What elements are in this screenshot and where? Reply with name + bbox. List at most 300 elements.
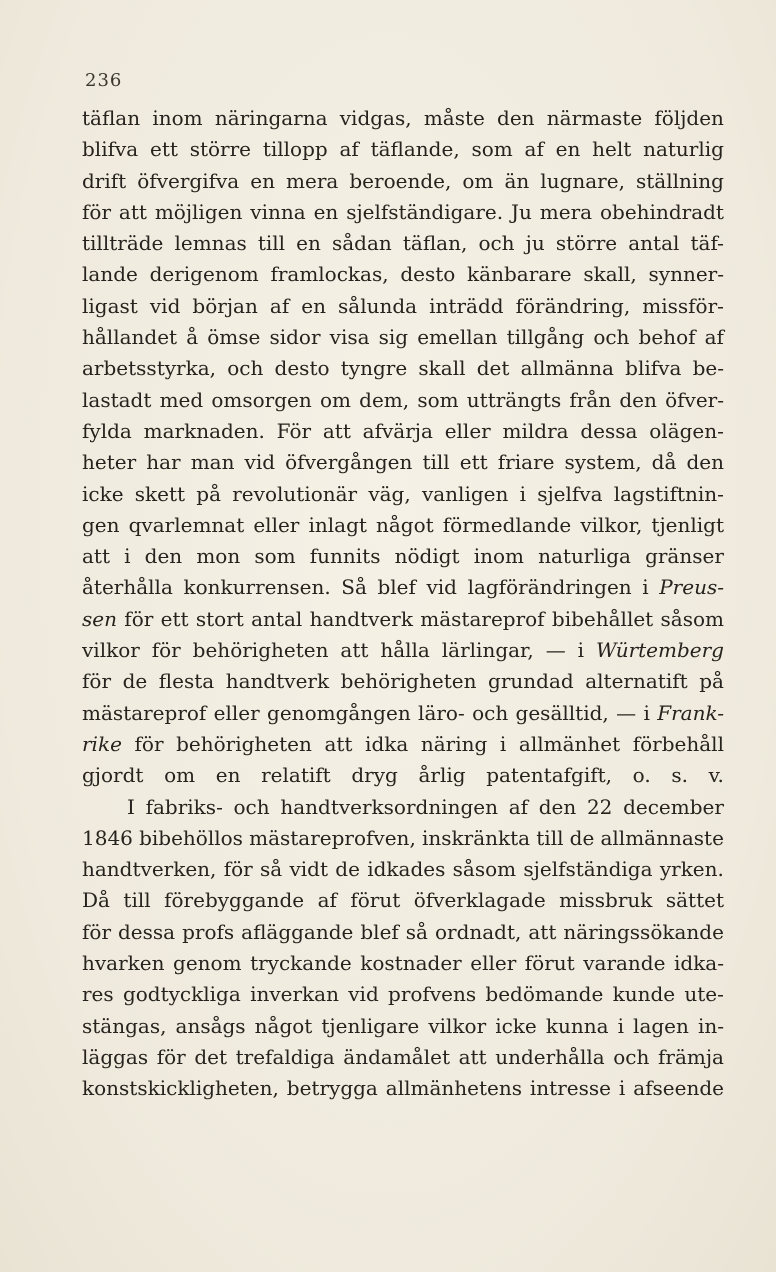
word: naturlig bbox=[643, 137, 724, 162]
word: behörigheten bbox=[176, 731, 312, 756]
word: vid bbox=[426, 575, 457, 600]
text-line bbox=[82, 1042, 724, 1073]
word: ligast bbox=[82, 293, 138, 318]
word: att bbox=[82, 544, 110, 569]
word: obehindradt bbox=[600, 199, 724, 224]
word: vilkor bbox=[82, 638, 140, 663]
word: vid bbox=[348, 982, 379, 1007]
word: större bbox=[189, 137, 252, 162]
word: för bbox=[223, 857, 253, 882]
word: funnits bbox=[309, 544, 381, 569]
word: behof bbox=[638, 325, 696, 350]
word: mera bbox=[539, 199, 593, 224]
word: täf- bbox=[690, 231, 724, 256]
word: och bbox=[613, 1044, 650, 1069]
word: inom bbox=[473, 544, 524, 569]
text-line bbox=[82, 604, 724, 635]
word: behörigheten bbox=[340, 669, 477, 694]
word: mon bbox=[196, 544, 241, 569]
text-line bbox=[82, 353, 724, 384]
word: inlagt bbox=[308, 512, 367, 537]
word: flesta bbox=[158, 669, 215, 694]
word: dessa bbox=[580, 418, 638, 443]
word: arbetsstyrka, bbox=[82, 356, 216, 381]
word: täflan bbox=[82, 106, 141, 130]
text-line bbox=[82, 103, 724, 134]
word: ett bbox=[459, 450, 488, 475]
word: idka- bbox=[673, 951, 724, 976]
word: betrygga bbox=[286, 1076, 378, 1101]
word: att bbox=[340, 638, 369, 663]
word: i bbox=[617, 1013, 624, 1038]
word: i bbox=[577, 638, 585, 663]
word: ändamålet bbox=[343, 1044, 450, 1069]
text-line bbox=[82, 823, 724, 854]
word: yrken. bbox=[659, 857, 724, 882]
word: eller bbox=[470, 951, 517, 976]
word: de bbox=[122, 669, 148, 694]
word: för bbox=[134, 731, 164, 756]
word: i bbox=[643, 700, 650, 725]
word: främja bbox=[657, 1044, 724, 1069]
word: å bbox=[186, 325, 199, 350]
word: vid bbox=[149, 293, 181, 318]
word: till bbox=[422, 450, 450, 475]
word: tillgång bbox=[506, 325, 585, 350]
word: af bbox=[704, 325, 724, 350]
word: möjligen bbox=[154, 199, 243, 224]
word: stängas, bbox=[82, 1013, 167, 1038]
word: vidgas, bbox=[339, 106, 412, 130]
word: mästareprof bbox=[82, 700, 207, 725]
word: man bbox=[190, 450, 235, 475]
word: ställning bbox=[635, 168, 724, 193]
word: ute- bbox=[684, 982, 724, 1007]
text-line bbox=[82, 885, 724, 916]
word: antal bbox=[251, 606, 303, 631]
word: icke bbox=[82, 481, 124, 506]
word: lagen bbox=[633, 1013, 689, 1038]
word: och bbox=[472, 700, 509, 725]
word: hållandet bbox=[82, 325, 178, 350]
word: sättet bbox=[665, 888, 724, 913]
word: från bbox=[569, 387, 612, 412]
word: tillopp bbox=[262, 137, 328, 162]
text-line bbox=[82, 447, 724, 478]
word: inom bbox=[152, 106, 203, 130]
word: det bbox=[476, 356, 510, 381]
word: förut bbox=[350, 888, 401, 913]
word: eller bbox=[444, 418, 491, 443]
text-line bbox=[82, 259, 724, 290]
word: lagförändringen bbox=[467, 575, 632, 600]
text-line bbox=[82, 416, 724, 447]
word: tjenligare bbox=[321, 1013, 420, 1038]
word: profvens bbox=[388, 982, 477, 1007]
word: — bbox=[616, 700, 637, 725]
word: idkades bbox=[367, 857, 446, 882]
text-line bbox=[82, 729, 724, 760]
word: 22 bbox=[586, 794, 613, 819]
word: sjelfständigare. bbox=[346, 199, 504, 224]
word: sjelfständiga bbox=[523, 857, 653, 882]
word: be- bbox=[692, 356, 724, 381]
text-line bbox=[82, 917, 724, 948]
text-line bbox=[82, 572, 724, 603]
text-line bbox=[82, 948, 724, 979]
word: i bbox=[499, 731, 507, 756]
word: desto bbox=[400, 262, 456, 287]
word: skett bbox=[134, 481, 186, 506]
word: idka bbox=[365, 731, 409, 756]
word: godtyckliga bbox=[122, 982, 241, 1007]
word: handtverk bbox=[309, 606, 413, 631]
word: trefaldiga bbox=[235, 1044, 335, 1069]
word: början bbox=[192, 293, 258, 318]
word: det bbox=[194, 1044, 228, 1069]
text-line bbox=[82, 197, 724, 228]
word: december bbox=[623, 794, 724, 819]
word: dryg bbox=[351, 763, 398, 788]
word: relatift bbox=[261, 763, 331, 788]
word: för bbox=[124, 606, 154, 631]
word: närmaste bbox=[546, 106, 643, 130]
word: sidor bbox=[269, 325, 321, 350]
word: blef bbox=[360, 919, 399, 944]
word: in- bbox=[697, 1013, 724, 1038]
word: och bbox=[593, 325, 630, 350]
word: vilkor bbox=[428, 1013, 487, 1038]
word: en bbox=[313, 199, 339, 224]
word: att bbox=[324, 731, 353, 756]
word: en bbox=[250, 168, 275, 193]
word: i bbox=[642, 575, 649, 600]
word: för bbox=[82, 919, 112, 944]
word: fylda bbox=[82, 418, 132, 443]
word: olägen- bbox=[649, 418, 724, 443]
word: måste bbox=[423, 106, 485, 130]
word: att bbox=[528, 919, 557, 944]
word: qvarlemnat bbox=[128, 512, 245, 537]
word: emellan bbox=[417, 325, 498, 350]
word: tillträde bbox=[82, 231, 164, 256]
word: följden bbox=[654, 106, 724, 130]
word: inverkan bbox=[250, 982, 339, 1007]
word: behörigheten bbox=[192, 638, 329, 663]
italic-word: Preus- bbox=[659, 575, 724, 600]
word: af bbox=[317, 888, 337, 913]
page-number: 236 bbox=[85, 70, 123, 91]
word: profs bbox=[182, 919, 235, 944]
word: skall, bbox=[583, 262, 637, 287]
word: för bbox=[82, 199, 112, 224]
word: den bbox=[619, 387, 657, 412]
word: bibehöllos bbox=[139, 825, 243, 850]
word: öfvergången bbox=[285, 450, 413, 475]
word: täflande, bbox=[370, 137, 460, 162]
word: ju bbox=[525, 231, 545, 256]
word: mera bbox=[286, 168, 339, 193]
word: den bbox=[497, 106, 535, 130]
word: dem, bbox=[359, 387, 410, 412]
word: förut bbox=[524, 951, 575, 976]
word: sådan bbox=[331, 231, 392, 256]
word: de bbox=[335, 857, 360, 882]
italic-word: sen bbox=[82, 606, 117, 631]
word: vinna bbox=[250, 199, 306, 224]
word: vid bbox=[244, 450, 276, 475]
text-line bbox=[82, 760, 724, 791]
word: sig bbox=[378, 325, 409, 350]
word: en bbox=[296, 231, 321, 256]
italic-word: Würtemberg bbox=[595, 638, 724, 663]
word: blef bbox=[377, 575, 416, 600]
text-line bbox=[82, 979, 724, 1010]
word: gränser bbox=[645, 544, 724, 569]
word: marknaden. bbox=[143, 418, 265, 443]
text-line bbox=[82, 385, 724, 416]
word: genom bbox=[173, 951, 242, 976]
word: att bbox=[322, 418, 351, 443]
word: För bbox=[276, 418, 312, 443]
word: ansågs bbox=[175, 1013, 246, 1038]
word: har bbox=[146, 450, 181, 475]
word: helt bbox=[592, 137, 632, 162]
text-line bbox=[82, 635, 724, 666]
word: inskränkta bbox=[421, 825, 531, 850]
body-text bbox=[82, 103, 724, 1105]
word: konstskickligheten, bbox=[82, 1076, 279, 1101]
text-line bbox=[82, 510, 724, 541]
word: heter bbox=[82, 450, 137, 475]
word: lastadt bbox=[82, 387, 152, 412]
word: handtverken, bbox=[82, 857, 217, 882]
word: näringssökande bbox=[563, 919, 724, 944]
word: gjordt bbox=[82, 763, 144, 788]
word: grundad bbox=[488, 669, 574, 694]
word: att bbox=[118, 199, 147, 224]
word: för bbox=[156, 1044, 186, 1069]
text-line bbox=[82, 166, 724, 197]
text-line bbox=[82, 541, 724, 572]
word: derigenom bbox=[149, 262, 259, 287]
word: — bbox=[545, 638, 566, 663]
word: genomgången bbox=[267, 700, 411, 725]
word: synner- bbox=[648, 262, 724, 287]
word: och bbox=[227, 356, 264, 381]
word: såsom bbox=[452, 857, 517, 882]
text-line bbox=[82, 228, 724, 259]
word: hålla bbox=[380, 638, 430, 663]
word: lande bbox=[82, 262, 138, 287]
word: naturliga bbox=[538, 544, 631, 569]
word: förmedlande bbox=[442, 512, 572, 537]
word: ett bbox=[150, 137, 178, 162]
word: gesälltid, bbox=[515, 700, 609, 725]
word: till bbox=[123, 888, 151, 913]
word: nödigt bbox=[394, 544, 460, 569]
word: icke bbox=[495, 1013, 537, 1038]
word: res bbox=[82, 982, 114, 1007]
word: årlig bbox=[418, 763, 466, 788]
word: öfverklagade bbox=[413, 888, 546, 913]
word: lärlingar, bbox=[441, 638, 534, 663]
word: missbruk bbox=[559, 888, 653, 913]
word: utträngts bbox=[466, 387, 562, 412]
word: en bbox=[301, 293, 326, 318]
text-line bbox=[82, 134, 724, 165]
word: den bbox=[144, 544, 183, 569]
word: öfver- bbox=[665, 387, 724, 412]
word: öfvergifva bbox=[137, 168, 240, 193]
word: af bbox=[508, 794, 529, 819]
word: tyngre bbox=[340, 356, 408, 381]
word: bibehållet bbox=[551, 606, 654, 631]
word: fabriks- bbox=[145, 794, 223, 819]
word: lemnas bbox=[174, 231, 247, 256]
word: Ju bbox=[510, 199, 532, 224]
word: näringarna bbox=[214, 106, 328, 130]
word: Då bbox=[82, 888, 110, 913]
text-line bbox=[82, 666, 724, 697]
word: visa bbox=[329, 325, 370, 350]
word: afseende bbox=[633, 1076, 724, 1101]
word: något bbox=[254, 1013, 313, 1038]
word: friare bbox=[497, 450, 555, 475]
word: att bbox=[458, 1044, 487, 1069]
word: missför- bbox=[642, 293, 724, 318]
word: om bbox=[462, 168, 494, 193]
word: förbehåll bbox=[632, 731, 724, 756]
text-line bbox=[82, 854, 724, 885]
word: v. bbox=[708, 763, 724, 788]
word: inträdd bbox=[429, 293, 504, 318]
word: drift bbox=[82, 168, 127, 193]
word: underhålla bbox=[495, 1044, 605, 1069]
word: Så bbox=[341, 575, 367, 600]
word: vilkor, bbox=[580, 512, 643, 537]
text-line bbox=[82, 698, 724, 729]
word: tjenligt bbox=[651, 512, 724, 537]
word: hvarken bbox=[82, 951, 165, 976]
word: allmänna bbox=[520, 356, 614, 381]
word: och bbox=[478, 231, 515, 256]
word: o. bbox=[632, 763, 651, 788]
word: af bbox=[524, 137, 544, 162]
word: förändring, bbox=[515, 293, 631, 318]
word: läggas bbox=[82, 1044, 149, 1069]
word: skall bbox=[418, 356, 466, 381]
word: känbarare bbox=[467, 262, 572, 287]
word: i bbox=[124, 544, 131, 569]
word: lagstiftnin- bbox=[613, 481, 724, 506]
word: vanligen bbox=[421, 481, 509, 506]
word: allmänhet bbox=[518, 731, 621, 756]
italic-word: rike bbox=[82, 731, 122, 756]
text-line bbox=[82, 1073, 724, 1104]
word: till bbox=[536, 825, 564, 850]
word: mildra bbox=[502, 418, 569, 443]
word: ett bbox=[160, 606, 189, 631]
text-line bbox=[82, 291, 724, 322]
word: större bbox=[555, 231, 618, 256]
word: 1846 bbox=[82, 825, 133, 850]
word: eller bbox=[213, 700, 260, 725]
word: som bbox=[471, 137, 513, 162]
word: intresse bbox=[529, 1076, 611, 1101]
word: patentafgift, bbox=[486, 763, 613, 788]
word: återhålla bbox=[82, 575, 173, 600]
italic-word: Frank- bbox=[657, 700, 724, 725]
word: tryckande bbox=[250, 951, 352, 976]
word: ordnadt, bbox=[434, 919, 522, 944]
word: ömse bbox=[207, 325, 261, 350]
word: då bbox=[651, 450, 677, 475]
word: system, bbox=[564, 450, 642, 475]
word: varande bbox=[583, 951, 666, 976]
text-line bbox=[82, 1011, 724, 1042]
word: afvärja bbox=[362, 418, 433, 443]
text-line bbox=[82, 479, 724, 510]
text-line bbox=[82, 792, 724, 823]
word: af bbox=[339, 137, 359, 162]
word: något bbox=[376, 512, 434, 537]
word: dessa bbox=[118, 919, 176, 944]
word: I bbox=[127, 794, 135, 819]
word: till bbox=[257, 231, 286, 256]
word: de bbox=[569, 825, 595, 850]
word: allmännaste bbox=[600, 825, 724, 850]
word: gen bbox=[82, 512, 120, 537]
word: en bbox=[215, 763, 241, 788]
word: stort bbox=[195, 606, 244, 631]
word: i bbox=[618, 1076, 626, 1101]
word: blifva bbox=[82, 137, 139, 162]
word: för bbox=[82, 669, 112, 694]
word: den bbox=[538, 794, 577, 819]
word: blifva bbox=[625, 356, 682, 381]
word: antal bbox=[628, 231, 680, 256]
word: kunde bbox=[612, 982, 676, 1007]
word: väg, bbox=[368, 481, 411, 506]
word: mästareprof bbox=[420, 606, 545, 631]
word: en bbox=[555, 137, 581, 162]
word: lugnare, bbox=[540, 168, 625, 193]
word: läro- bbox=[418, 700, 465, 725]
word: desto bbox=[274, 356, 330, 381]
word: sålunda bbox=[338, 293, 418, 318]
word: med bbox=[159, 387, 204, 412]
word: så bbox=[405, 919, 428, 944]
word: såsom bbox=[660, 606, 724, 631]
word: revolutionär bbox=[232, 481, 358, 506]
word: om bbox=[319, 387, 351, 412]
word: afläggande bbox=[241, 919, 354, 944]
word: sjelfva bbox=[537, 481, 603, 506]
word: beroende, bbox=[349, 168, 452, 193]
word: konkurrensen. bbox=[183, 575, 331, 600]
word: omsorgen bbox=[211, 387, 312, 412]
word: på bbox=[196, 481, 222, 506]
word: för bbox=[151, 638, 181, 663]
word: bedömande bbox=[485, 982, 604, 1007]
word: handtverksordningen bbox=[280, 794, 499, 819]
word: mästareprofven, bbox=[249, 825, 416, 850]
word: på bbox=[699, 669, 724, 694]
text-line bbox=[82, 322, 724, 353]
word: vidt bbox=[289, 857, 329, 882]
word: än bbox=[504, 168, 530, 193]
